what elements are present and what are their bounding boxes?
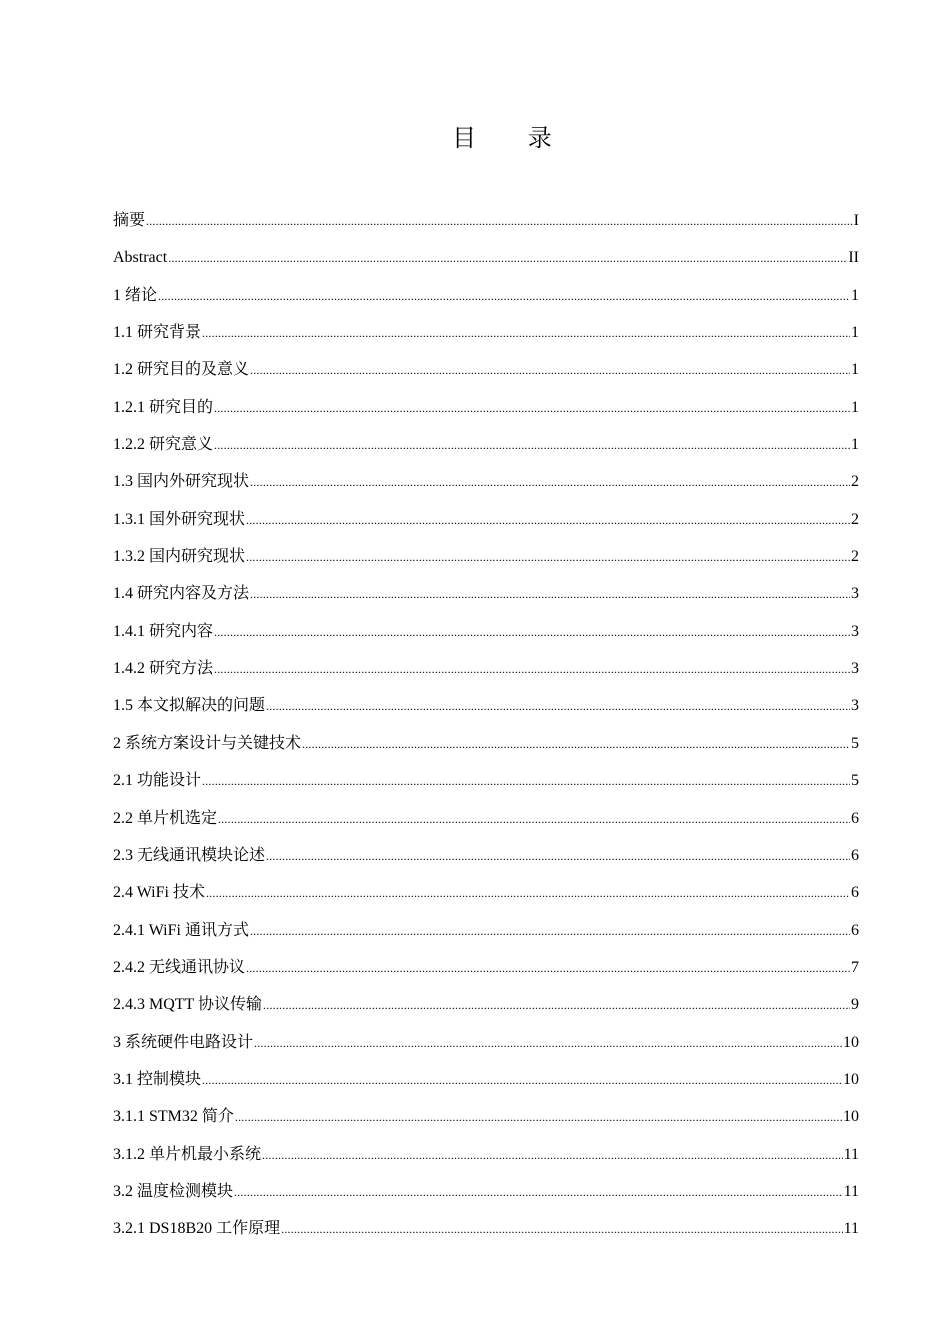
dot-leader: [246, 950, 850, 987]
toc-entry-label: 3.2 温度检测模块: [113, 1182, 234, 1200]
toc-entry-page-number: 2: [851, 548, 859, 566]
toc-entry-page-number: 11: [843, 1182, 859, 1200]
toc-entry[interactable]: [113, 1210, 859, 1247]
toc-entry[interactable]: [113, 762, 859, 799]
toc-entry-label: 1.3 国内外研究现状: [113, 473, 250, 491]
toc-entry-page-number: 7: [851, 958, 859, 976]
toc-entry[interactable]: [113, 949, 859, 986]
toc-entry-page-number: 1: [851, 398, 859, 416]
toc-entry-label: 1.4.1 研究内容: [113, 622, 214, 640]
toc-entry-label: 2.4.1 WiFi 通讯方式: [113, 921, 249, 939]
toc-entry-label: 1.2.2 研究意义: [113, 436, 214, 454]
toc-entry-page-number: 3: [851, 585, 859, 603]
dot-leader: [214, 427, 850, 464]
toc-entry[interactable]: [113, 986, 859, 1023]
toc-entry-page-number: 6: [851, 921, 859, 939]
toc-entry[interactable]: [113, 538, 859, 575]
toc-entry[interactable]: [113, 613, 859, 650]
dot-leader: [202, 763, 850, 800]
dot-leader: [146, 203, 853, 240]
toc-entry-label: 2.3 无线通讯模块论述: [113, 846, 266, 864]
toc-entry-label: 1.4 研究内容及方法: [113, 585, 250, 603]
toc-entry[interactable]: [113, 277, 859, 314]
dot-leader: [206, 875, 850, 912]
dot-leader: [218, 801, 850, 838]
toc-entry-label: 1.2.1 研究目的: [113, 398, 214, 416]
dot-leader: [214, 651, 850, 688]
dot-leader: [235, 1099, 842, 1136]
toc-entry[interactable]: [113, 575, 859, 612]
toc-entry-label: 1.3.1 国外研究现状: [113, 510, 246, 528]
toc-entry-label: 2.4 WiFi 技术: [113, 884, 205, 902]
toc-entry-page-number: 2: [851, 510, 859, 528]
toc-entry-label: 3.1 控制模块: [113, 1070, 202, 1088]
dot-leader: [262, 1137, 843, 1174]
toc-entry-page-number: 11: [843, 1220, 859, 1238]
dot-leader: [250, 913, 850, 950]
toc-entry[interactable]: [113, 1098, 859, 1135]
toc-entry-label: 摘要: [113, 212, 146, 229]
toc-entry[interactable]: [113, 389, 859, 426]
dot-leader: [250, 576, 850, 613]
toc-entry-page-number: 6: [851, 809, 859, 827]
toc-entry-page-number: 6: [851, 846, 859, 864]
toc-entry-label: 1.4.2 研究方法: [113, 660, 214, 678]
toc-entry[interactable]: [113, 351, 859, 388]
toc-entry-label: Abstract: [113, 249, 168, 267]
toc-entry[interactable]: [113, 725, 859, 762]
toc-entry[interactable]: [113, 501, 859, 538]
toc-entry-label: 3.1.2 单片机最小系统: [113, 1145, 262, 1163]
toc-entry[interactable]: [113, 1061, 859, 1098]
toc-entry-page-number: 5: [851, 734, 859, 752]
toc-entry[interactable]: [113, 800, 859, 837]
toc-entry[interactable]: [113, 314, 859, 351]
toc-entry-label: 2 系统方案设计与关键技术: [113, 734, 302, 752]
dot-leader: [234, 1174, 843, 1211]
dot-leader: [214, 614, 850, 651]
dot-leader: [158, 278, 850, 315]
toc-entry-label: 2.2 单片机选定: [113, 809, 218, 827]
dot-leader: [246, 502, 850, 539]
dot-leader: [302, 726, 850, 763]
toc-entry[interactable]: [113, 1136, 859, 1173]
dot-leader: [254, 1025, 842, 1062]
toc-entry-label: 3.1.1 STM32 简介: [113, 1108, 234, 1126]
toc-entry-label: 2.4.2 无线通讯协议: [113, 958, 246, 976]
toc-entry-page-number: 2: [851, 473, 859, 491]
toc-entry-page-number: 9: [851, 996, 859, 1014]
toc-entry[interactable]: [113, 837, 859, 874]
dot-leader: [214, 390, 850, 427]
toc-entry-label: 1.1 研究背景: [113, 324, 202, 342]
dot-leader: [202, 315, 850, 352]
toc-entry[interactable]: [113, 650, 859, 687]
toc-entry-page-number: 1: [851, 436, 859, 454]
toc-entry[interactable]: [113, 874, 859, 911]
toc-entry-page-number: I: [853, 212, 859, 229]
dot-leader: [281, 1211, 842, 1248]
toc-entry-page-number: 1: [851, 324, 859, 342]
toc-entry-label: 3 系统硬件电路设计: [113, 1033, 254, 1051]
dot-leader: [250, 352, 850, 389]
toc-entry-page-number: 10: [843, 1033, 859, 1051]
toc-entry-label: 3.2.1 DS18B20 工作原理: [113, 1220, 281, 1238]
table-of-contents: [113, 202, 859, 1248]
dot-leader: [202, 1062, 842, 1099]
toc-entry-label: 1 绪论: [113, 286, 158, 304]
toc-entry-page-number: 3: [851, 660, 859, 678]
toc-entry-label: 1.2 研究目的及意义: [113, 361, 250, 379]
toc-entry-page-number: 5: [851, 772, 859, 790]
toc-entry-page-number: 1: [851, 361, 859, 379]
toc-entry-page-number: 10: [843, 1108, 859, 1126]
toc-entry-page-number: 3: [851, 622, 859, 640]
toc-entry-label: 2.1 功能设计: [113, 772, 202, 790]
toc-entry-page-number: II: [848, 249, 859, 267]
toc-entry-page-number: 6: [851, 884, 859, 902]
toc-entry-page-number: 1: [851, 286, 859, 304]
toc-entry[interactable]: [113, 202, 859, 239]
dot-leader: [250, 464, 850, 501]
toc-entry-page-number: 11: [843, 1145, 859, 1163]
toc-entry[interactable]: [113, 687, 859, 724]
toc-entry-page-number: 10: [843, 1070, 859, 1088]
toc-entry[interactable]: [113, 912, 859, 949]
toc-entry-page-number: 3: [851, 697, 859, 715]
toc-entry[interactable]: [113, 463, 859, 500]
toc-entry-label: 2.4.3 MQTT 协议传输: [113, 996, 263, 1014]
dot-leader: [246, 539, 850, 576]
toc-entry[interactable]: [113, 239, 859, 276]
page-title: 目 录: [452, 124, 574, 152]
toc-entry[interactable]: [113, 1024, 859, 1061]
toc-entry[interactable]: [113, 1173, 859, 1210]
toc-entry-label: 1.5 本文拟解决的问题: [113, 697, 266, 715]
dot-leader: [266, 688, 850, 725]
dot-leader: [266, 838, 850, 875]
dot-leader: [263, 987, 850, 1024]
toc-entry[interactable]: [113, 426, 859, 463]
dot-leader: [168, 240, 847, 277]
toc-entry-label: 1.3.2 国内研究现状: [113, 548, 246, 566]
